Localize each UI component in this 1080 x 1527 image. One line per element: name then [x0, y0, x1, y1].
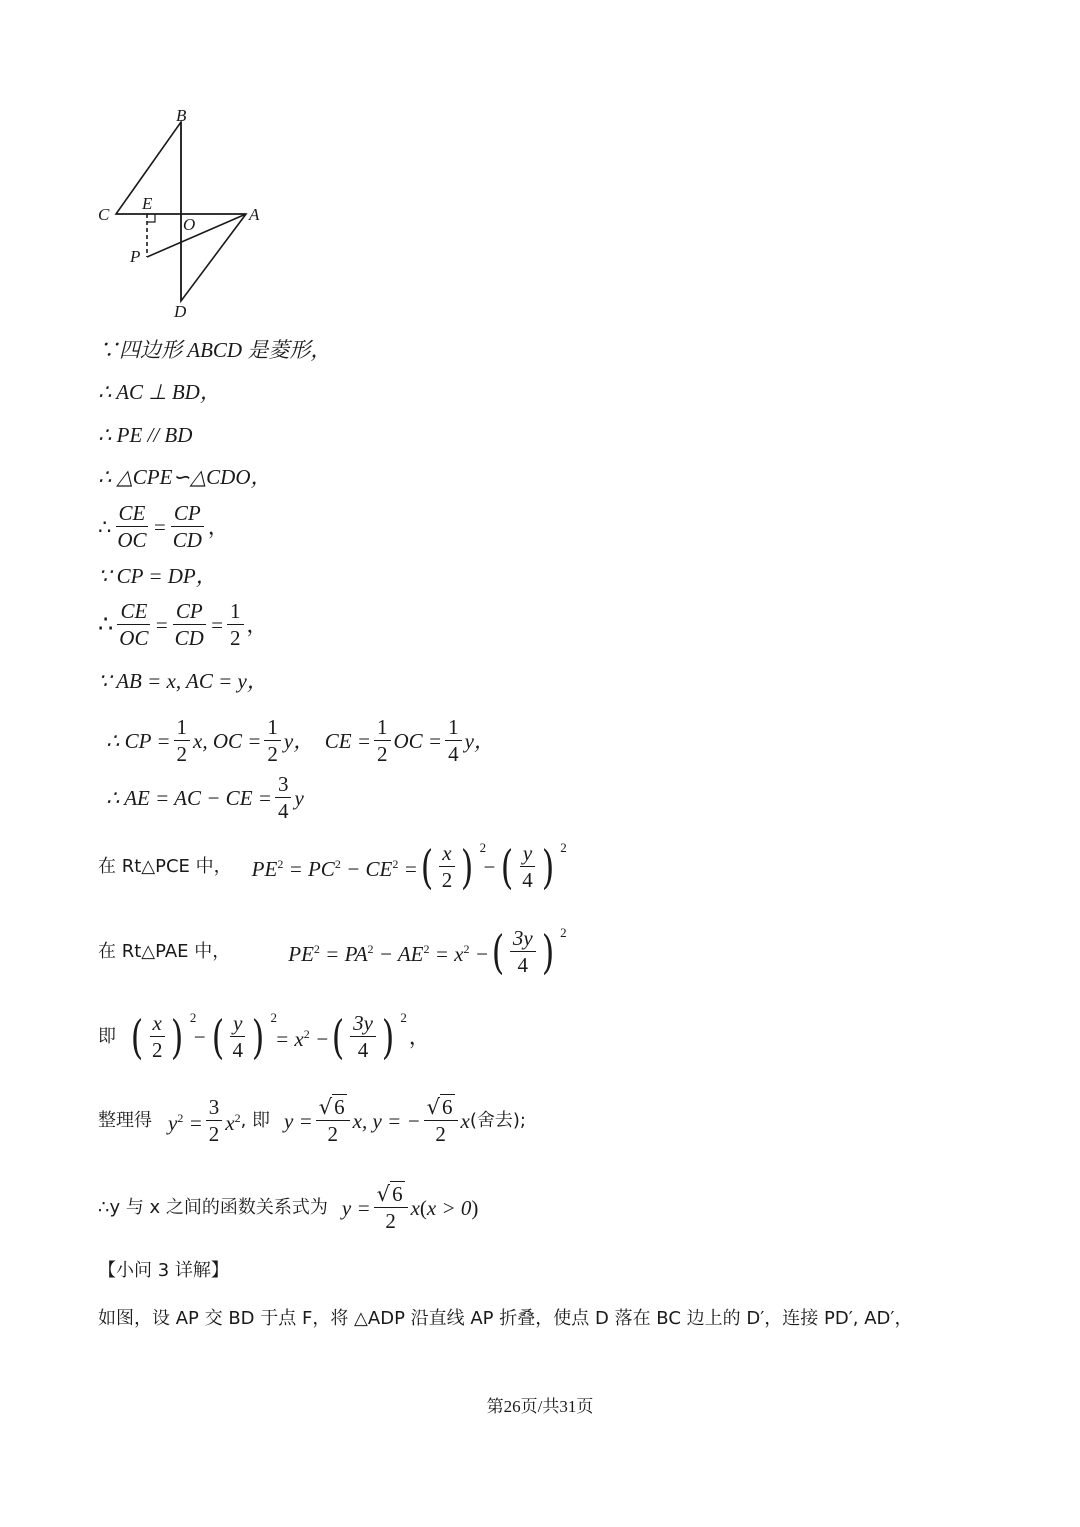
line-13: 即 ( $\frac{x}{2}$ ) 2 − ( $\frac{y}{4}$ ) 2 = $x^2$ − ( $\frac{3y}{4}$ ) 2 ，	[98, 1009, 430, 1064]
label-d: D	[174, 302, 187, 321]
right-angle-mark	[147, 214, 155, 222]
segment-ap	[147, 214, 246, 257]
line-3: ∴ PE // BD	[98, 423, 193, 447]
line-4: ∴ △CPE∽△CDO，	[98, 465, 272, 489]
line-6: ∵ CP = DP，	[98, 564, 217, 588]
label-b: B	[176, 106, 187, 125]
line-15: ∴y 与 x 之间的函数关系式为 y = $\frac{√6}{2}$ x(x > 0)	[98, 1182, 479, 1233]
label-p: P	[130, 247, 141, 266]
label-e: E	[142, 194, 153, 213]
label-a: A	[249, 205, 260, 224]
label-c: C	[98, 205, 110, 224]
label-o: O	[183, 215, 196, 234]
line-11: 在 Rt△PCE 中， $PE^2 = PC^2 - CE^2$ = ( $\frac{x}{2}$ ) 2 − ( $\frac{y}{4}$ ) 2	[98, 839, 567, 894]
page-footer: 第26页/共31页	[486, 1397, 594, 1416]
line-17: 如图，设 AP 交 BD 于点 F，将 △ADP 沿直线 AP 折叠，使点 D 落在 BC 边上的 D′，连接 PD′, AD′，	[98, 1308, 913, 1329]
rhombus-diagram	[92, 104, 282, 324]
line-7: ∴ $\frac{CE}{OC}$ = $\frac{CP}{CD}$ = $\frac{1}{2}$ ，	[98, 599, 268, 650]
line-8: ∵ AB = x, AC = y，	[98, 669, 268, 693]
line-2: ∴ AC ⊥ BD，	[98, 380, 221, 404]
section-heading: 【小问 3 详解】	[98, 1260, 229, 1281]
line-5: ∴ $\frac{CE}{OC}$ = $\frac{CP}{CD}$ ，	[98, 501, 229, 552]
line-12: 在 Rt△PAE 中， $PE^2 = PA^2 - AE^2 = x^2$ − ( $\frac{3y}{4}$ ) 2	[98, 924, 567, 979]
line-1: ∵四边形 ABCD 是菱形，	[98, 338, 332, 362]
line-10: ∴ AE = AC − CE = $\frac{3}{4}$ y	[106, 772, 304, 823]
line-14: 整理得 $y^2$ = $\frac{3}{2}$ $x^2$ , 即 y = $\frac{√6}{2}$ x, y = − $\frac{√6}{2}$ x (舍去);	[98, 1095, 526, 1146]
line-9: ∴ CP = $\frac{1}{2}$ x, OC = $\frac{1}{2}$ y， CE = $\frac{1}{2}$ OC = $\frac{1}{4}$ y，	[106, 715, 495, 766]
